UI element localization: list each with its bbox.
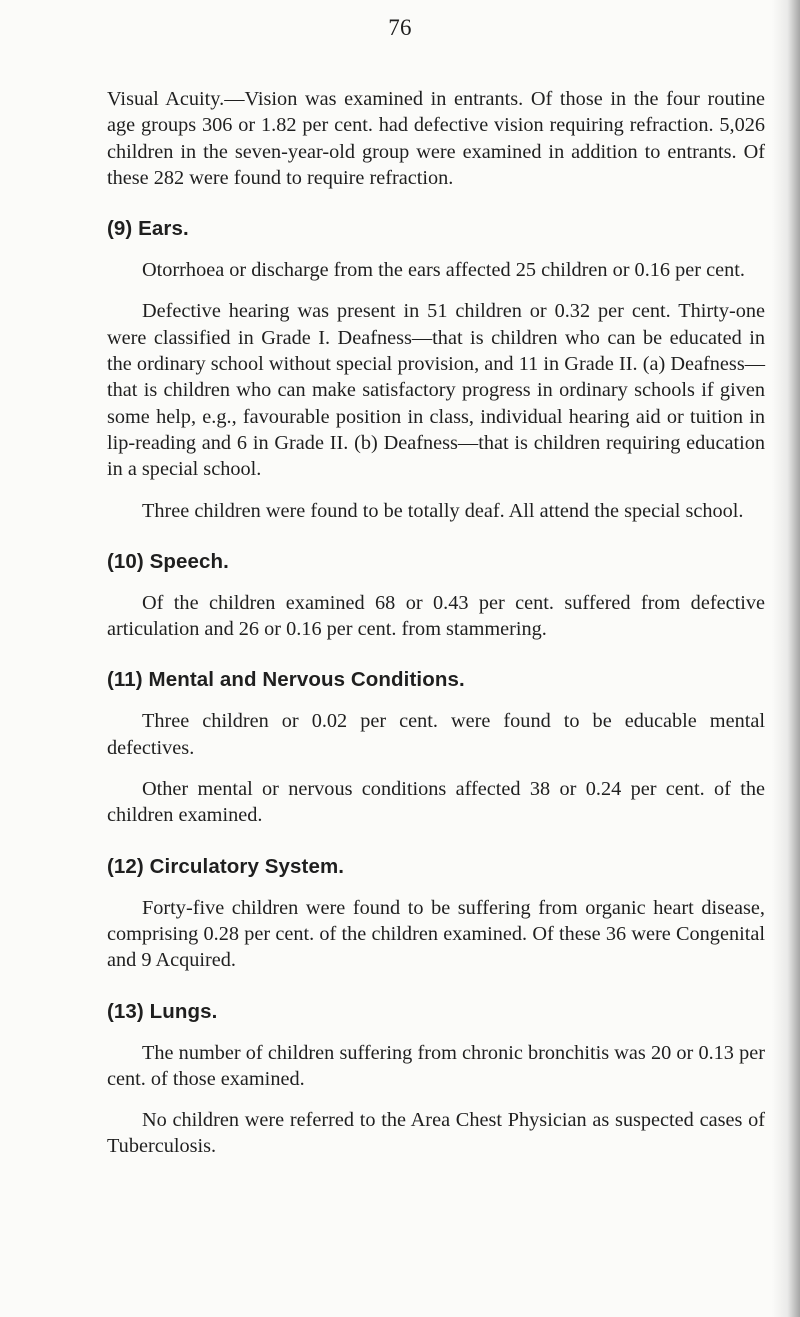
circulatory-paragraph-1: Forty-five children were found to be suffering from organic heart disease, comprising 0.28 per cent. of the children examined. Of these 36 were Congenital and 9 Acquired. <box>107 896 765 972</box>
mental-paragraph-2: Other mental or nervous conditions affected 38 or 0.24 per cent. of the children examined. <box>107 778 765 827</box>
speech-paragraph-1: Of the children examined 68 or 0.43 per cent. suffered from defective articulation and 26 or 0.16 per cent. from stammering. <box>107 591 765 641</box>
ears-paragraph-3: Three children were found to be totally deaf. All attend the special school. <box>142 499 744 522</box>
speech-heading: (10) Speech. <box>107 549 229 573</box>
lungs-heading: (13) Lungs. <box>107 999 218 1023</box>
visual-acuity-paragraph: Visual Acuity.—Vision was examined in entrants. Of those in the four routine age groups 306 or 1.82 per cent. had defective vision requiring refraction. 5,026 children in the seven-year-old group were examined in addition to entrants. Of these 282 were found to require refraction. <box>107 88 765 189</box>
lungs-paragraph-2: No children were referred to the Area Chest Physician as suspected cases of Tuberculosis. <box>107 1109 765 1158</box>
mental-heading: (11) Mental and Nervous Conditions. <box>107 668 465 692</box>
circulatory-heading: (12) Circulatory System. <box>107 854 345 878</box>
page-content <box>107 86 765 1160</box>
mental-paragraph-1: Three children or 0.02 per cent. were found to be educable mental defectives. <box>107 710 765 759</box>
ears-paragraph-2: Defective hearing was present in 51 children or 0.32 per cent. Thirty-one were classified in Grade I. Deafness—that is children who can be educated in the ordinary school without special provision, and 11 in Grade II. (a) Deafness—that is children who can make satisfactory progress in ordinary schools if given some help, e.g., favourable position in class, individual hearing aid or tuition in lip-reading and 6 in Grade II. (b) Deafness—that is children requiring education in a special school. <box>107 300 765 481</box>
lungs-paragraph-1: The number of children suffering from chronic bronchitis was 20 or 0.13 per cent. of those examined. <box>107 1041 765 1090</box>
page-number: 76 <box>388 15 412 40</box>
ears-heading: (9) Ears. <box>107 217 189 241</box>
ears-paragraph-1: Otorrhoea or discharge from the ears affected 25 children or 0.16 per cent. <box>142 259 745 282</box>
page-edge-shadow <box>772 0 800 1317</box>
